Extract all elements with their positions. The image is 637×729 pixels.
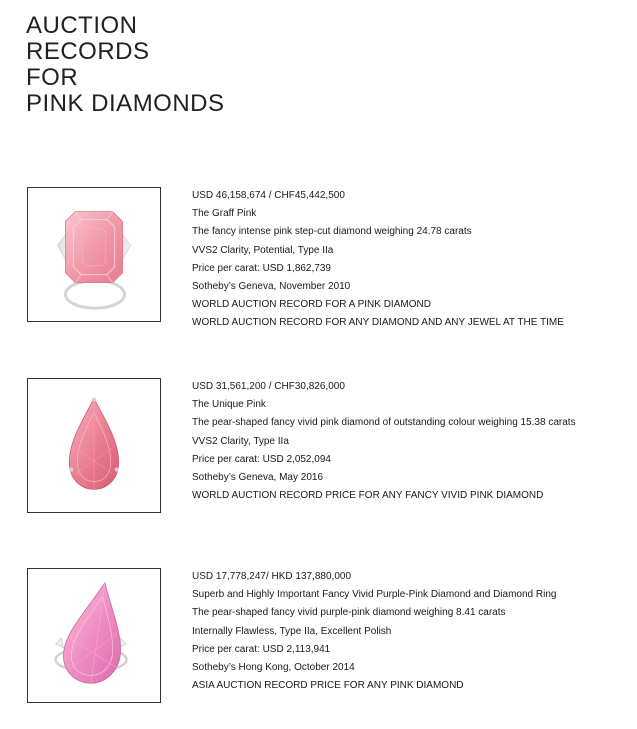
title-line-2: RECORDS	[26, 38, 150, 65]
purple-pink-details	[192, 568, 602, 695]
graff-pink-details	[192, 187, 602, 333]
record-name: The Unique Pink	[192, 399, 266, 411]
record-achievement-1: WORLD AUCTION RECORD PRICE FOR ANY FANCY VIVID PINK DIAMOND	[192, 490, 544, 502]
record-sale: Sotheby’s Geneva, May 2016	[192, 472, 324, 484]
record-price-per-carat: Price per carat: USD 2,113,941	[192, 643, 331, 655]
record-clarity: VVS2 Clarity, Type IIa	[192, 435, 289, 447]
record-name: Superb and Highly Important Fancy Vivid Purple-Pink Diamond and Diamond Ring	[192, 589, 557, 601]
record-sale: Sotheby’s Geneva, November 2010	[192, 281, 351, 293]
record-achievement-1: ASIA AUCTION RECORD PRICE FOR ANY PINK DIAMOND	[192, 680, 464, 692]
record-achievement-2: WORLD AUCTION RECORD FOR ANY DIAMOND AND ANY JEWEL AT THE TIME	[192, 317, 564, 329]
record-price-per-carat: Price per carat: USD 1,862,739	[192, 262, 331, 274]
record-description: The pear-shaped fancy vivid purple-pink diamond weighing 8.41 carats	[192, 607, 506, 619]
unique-pink-ring-image	[27, 378, 161, 513]
record-clarity: Internally Flawless, Type IIa, Excellent Polish	[192, 625, 392, 637]
page-title	[26, 13, 225, 117]
unique-pink-details	[192, 378, 602, 505]
record-clarity: VVS2 Clarity, Potential, Type IIa	[192, 244, 334, 256]
graff-pink-stone	[65, 212, 122, 283]
purple-pink-ring-image	[27, 568, 161, 703]
record-price-per-carat: Price per carat: USD 2,052,094	[192, 453, 331, 465]
record-description: The pear-shaped fancy vivid pink diamond of outstanding colour weighing 15.38 carats	[192, 417, 576, 429]
record-price: USD 46,158,674 / CHF45,442,500	[192, 190, 345, 201]
record-price: USD 17,778,247/ HKD 137,880,000	[192, 571, 351, 582]
record-achievement-1: WORLD AUCTION RECORD FOR A PINK DIAMOND	[192, 299, 431, 311]
title-line-1: AUCTION	[26, 12, 138, 39]
record-price: USD 31,561,200 / CHF30,826,000	[192, 381, 345, 392]
title-line-4: PINK DIAMONDS	[26, 90, 225, 117]
record-name: The Graff Pink	[192, 208, 257, 220]
graff-pink-ring-image	[27, 187, 161, 322]
record-sale: Sotheby’s Hong Kong, October 2014	[192, 662, 355, 674]
purple-pink-stone	[63, 583, 120, 683]
record-description: The fancy intense pink step-cut diamond weighing 24.78 carats	[192, 226, 472, 238]
title-line-3: FOR	[26, 64, 79, 91]
